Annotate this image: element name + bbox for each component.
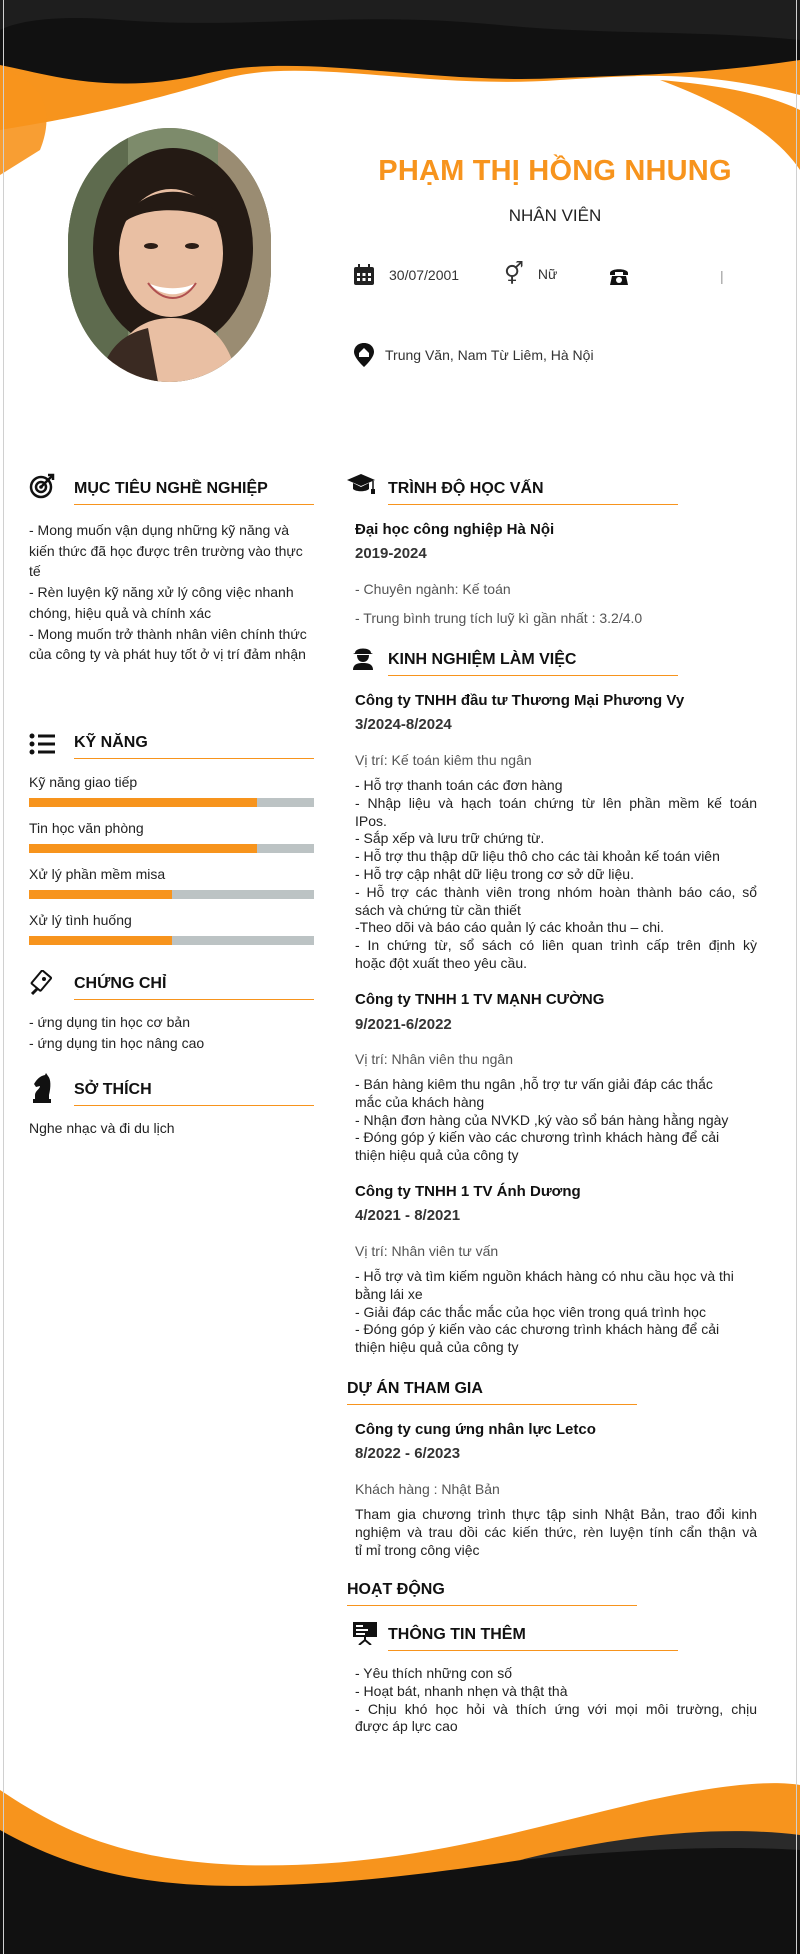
hobbies-divider bbox=[74, 1105, 314, 1106]
job-company: Công ty TNHH đầu tư Thương Mại Phương Vy bbox=[355, 692, 685, 709]
job-duty: hoặc đột xuất theo yêu cầu. bbox=[355, 954, 528, 971]
birthday-row bbox=[353, 264, 459, 286]
certificates-list bbox=[29, 1012, 319, 1054]
experience-divider bbox=[388, 675, 678, 676]
job-duty: - In chứng từ, sổ sách có liên quan trình cấp trên định kỳ bbox=[355, 937, 757, 954]
job-duty: - Hỗ trợ cập nhật dữ liệu trong cơ sở dữ liệu. bbox=[355, 865, 634, 882]
job-position: Vị trí: Nhân viên tư vấn bbox=[355, 1243, 499, 1259]
skills-divider bbox=[74, 758, 314, 759]
certificates-title: CHỨNG CHỈ bbox=[74, 975, 167, 992]
skill-label: Tin học văn phòng bbox=[29, 820, 144, 836]
address-row bbox=[353, 343, 594, 367]
chess-knight-icon bbox=[31, 1073, 53, 1103]
education-divider bbox=[388, 504, 678, 505]
job-duty: - Giải đáp các thắc mắc của học viên trong quá trình học bbox=[355, 1303, 706, 1320]
phone-separator: | bbox=[720, 268, 724, 284]
graduation-cap-icon bbox=[346, 472, 376, 498]
education-major: - Chuyên ngành: Kế toán bbox=[355, 581, 511, 597]
objective-text bbox=[29, 520, 329, 665]
job-duties bbox=[355, 1268, 757, 1357]
extra-info-divider bbox=[388, 1650, 678, 1651]
skill-label: Xử lý tình huống bbox=[29, 912, 132, 928]
calendar-icon bbox=[353, 264, 375, 286]
objective-line: - Mong muốn vận dụng những kỹ năng và bbox=[29, 522, 289, 538]
objective-title: MỤC TIÊU NGHỀ NGHIỆP bbox=[74, 480, 268, 497]
extra-info-line: - Yêu thích những con số bbox=[355, 1665, 512, 1681]
objective-line: - Rèn luyện kỹ năng xử lý công việc nhanh bbox=[29, 584, 294, 601]
education-title: TRÌNH ĐỘ HỌC VẤN bbox=[388, 480, 544, 497]
avatar bbox=[68, 128, 271, 382]
gender-row bbox=[504, 263, 557, 285]
skill-label: Xử lý phần mềm misa bbox=[29, 866, 166, 882]
job-position: Vị trí: Nhân viên thu ngân bbox=[355, 1051, 513, 1067]
job-duty: - Đóng góp ý kiến vào các chương trình khách hàng để cải bbox=[355, 1129, 720, 1146]
job-company: Công ty TNHH 1 TV Ánh Dương bbox=[355, 1183, 581, 1200]
project-client: Khách hàng : Nhật Bản bbox=[355, 1481, 500, 1497]
job-duty: bằng lái xe bbox=[355, 1285, 423, 1302]
phone-row bbox=[608, 265, 724, 287]
education-gpa: - Trung bình trung tích luỹ kì gần nhất : 3.2/4.0 bbox=[355, 610, 643, 626]
job-duties bbox=[355, 1076, 757, 1165]
objective-divider bbox=[74, 504, 314, 505]
education-period: 2019-2024 bbox=[355, 545, 427, 562]
job-duty: thiện hiệu quả của công ty bbox=[355, 1339, 519, 1356]
skill-bar bbox=[29, 844, 314, 853]
project-description bbox=[355, 1506, 757, 1559]
extra-info-line: - Hoạt bát, nhanh nhẹn và thật thà bbox=[355, 1682, 568, 1699]
education-school: Đại học công nghiệp Hà Nội bbox=[355, 521, 555, 538]
skill-bar-fill bbox=[29, 844, 257, 853]
job-duty: IPos. bbox=[355, 812, 387, 829]
job-company: Công ty TNHH 1 TV MẠNH CƯỜNG bbox=[355, 991, 605, 1008]
extra-info-line: được áp lực cao bbox=[355, 1718, 458, 1735]
skills-title: KỸ NĂNG bbox=[74, 734, 148, 751]
certificates-divider bbox=[74, 999, 314, 1000]
extra-info-title: THÔNG TIN THÊM bbox=[388, 1626, 526, 1643]
job-duty: - Sắp xếp và lưu trữ chứng từ. bbox=[355, 830, 545, 847]
skill-bar bbox=[29, 936, 314, 945]
skill-bar bbox=[29, 798, 314, 807]
skill-bar-fill bbox=[29, 936, 172, 945]
job-duty: - Đóng góp ý kiến vào các chương trình khách hàng để cải bbox=[355, 1321, 720, 1338]
gender-icon: ⚥ bbox=[504, 261, 524, 286]
job-duty: - Hỗ trợ các thành viên trong nhóm hoàn thành báo cáo, sổ bbox=[355, 883, 757, 900]
objective-line: tế bbox=[29, 563, 41, 580]
list-icon bbox=[29, 733, 55, 755]
projects-title: DỰ ÁN THAM GIA bbox=[347, 1380, 483, 1397]
objective-line: kiến thức đã học được trên trường vào thực bbox=[29, 542, 303, 559]
job-duty: - Bán hàng kiêm thu ngân ,hỗ trợ tư vấn giải đáp các thắc bbox=[355, 1076, 713, 1092]
presentation-board-icon bbox=[352, 1621, 378, 1645]
address-value: Trung Văn, Nam Từ Liêm, Hà Nội bbox=[385, 347, 594, 363]
job-duty: thiện hiệu quả của công ty bbox=[355, 1147, 519, 1164]
project-line: nghiệm và trau dồi các kiến thức, rèn luyện tính cẩn thận và bbox=[355, 1523, 757, 1540]
profile-photo bbox=[68, 128, 271, 382]
candidate-title: NHÂN VIÊN bbox=[508, 206, 602, 225]
extra-info-line: - Chịu khó học hỏi và thích ứng với mọi môi trường, chịu bbox=[355, 1700, 757, 1717]
worker-icon bbox=[352, 644, 374, 670]
job-duty: -Theo dõi và báo cáo quản lý các khoản thu – chi. bbox=[355, 919, 664, 936]
location-icon bbox=[353, 343, 375, 367]
certificate-icon bbox=[29, 970, 55, 996]
job-duty: - Hỗ trợ thu thập dữ liệu thô cho các tài khoản kế toán viên bbox=[355, 848, 720, 865]
project-line: tỉ mỉ trong công việc bbox=[355, 1541, 480, 1558]
job-duty: mắc của khách hàng bbox=[355, 1093, 485, 1110]
job-duty: - Hỗ trợ thanh toán các đơn hàng bbox=[355, 777, 563, 793]
job-duties bbox=[355, 777, 757, 973]
job-duty: sách và chứng từ cần thiết bbox=[355, 901, 521, 918]
job-duty: - Nhập liệu và hạch toán chứng từ lên phần mềm kế toán bbox=[355, 794, 757, 811]
experience-title: KINH NGHIỆM LÀM VIỆC bbox=[388, 651, 577, 668]
target-icon bbox=[29, 473, 55, 499]
job-period: 3/2024-8/2024 bbox=[355, 716, 452, 733]
skill-bar bbox=[29, 890, 314, 899]
skill-label: Kỹ năng giao tiếp bbox=[29, 774, 138, 790]
activities-title: HOẠT ĐỘNG bbox=[347, 1581, 445, 1598]
project-line: Tham gia chương trình thực tập sinh Nhật Bản, trao đổi kinh bbox=[355, 1506, 757, 1522]
birthday-value: 30/07/2001 bbox=[389, 267, 460, 283]
extra-info-list bbox=[355, 1665, 757, 1736]
job-duty: - Nhận đơn hàng của NVKD ,ký vào sổ bán hàng hằng ngày bbox=[355, 1111, 729, 1128]
skill-bar-fill bbox=[29, 798, 257, 807]
bottom-wave-decoration bbox=[0, 1740, 800, 1954]
certificate-item: - ứng dụng tin học nâng cao bbox=[29, 1035, 205, 1051]
job-position: Vị trí: Kế toán kiêm thu ngân bbox=[355, 752, 532, 768]
hobbies-text: Nghe nhạc và đi du lịch bbox=[29, 1120, 175, 1136]
skill-bar-fill bbox=[29, 890, 172, 899]
certificate-item: - ứng dụng tin học cơ bản bbox=[29, 1014, 190, 1030]
phone-icon bbox=[608, 265, 630, 287]
activities-divider bbox=[347, 1605, 637, 1606]
job-duty: - Hỗ trợ và tìm kiếm nguồn khách hàng có nhu cầu học và thi bbox=[355, 1268, 734, 1284]
hobbies-title: SỞ THÍCH bbox=[74, 1081, 152, 1098]
project-period: 8/2022 - 6/2023 bbox=[355, 1445, 461, 1462]
objective-line: chóng, hiệu quả và chính xác bbox=[29, 604, 212, 621]
project-company: Công ty cung ứng nhân lực Letco bbox=[355, 1421, 596, 1438]
candidate-name: PHẠM THỊ HỒNG NHUNG bbox=[378, 155, 732, 187]
job-period: 9/2021-6/2022 bbox=[355, 1016, 452, 1033]
objective-line: - Mong muốn trở thành nhân viên chính thức bbox=[29, 625, 307, 642]
job-period: 4/2021 - 8/2021 bbox=[355, 1207, 461, 1224]
gender-value: Nữ bbox=[537, 266, 558, 282]
projects-divider bbox=[347, 1404, 637, 1405]
objective-line: của công ty và phát huy tốt ở vị trí đảm nhận bbox=[29, 646, 306, 663]
